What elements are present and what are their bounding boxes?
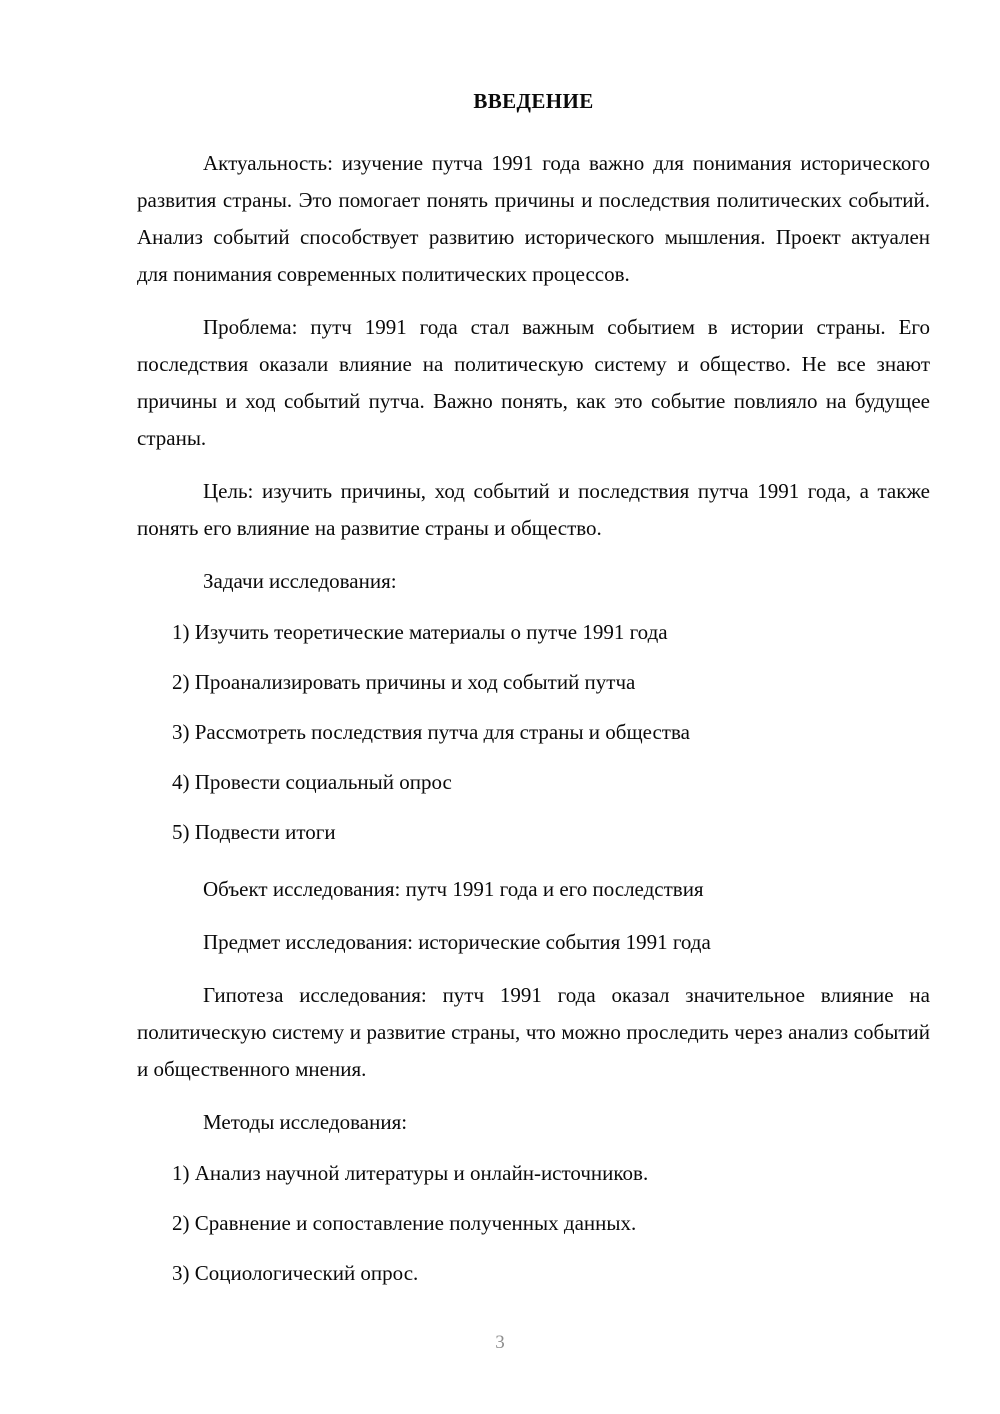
- page-number: 3: [495, 1332, 505, 1353]
- list-item: 3) Социологический опрос.: [172, 1261, 419, 1286]
- paragraph-relevance: Актуальность: изучение путча 1991 года важно для понимания исторического развития страны. Это помогает понять причины и последствия политических событий. Анализ событий способствует развитию исторического мышления. Проект актуален для понимания современных политических процессов.: [137, 151, 930, 287]
- paragraph-problem: Проблема: путч 1991 года стал важным событием в истории страны. Его последствия оказали влияние на политическую систему и общество. Не все знают причины и ход событий путча. Важно понять, как это событие повлияло на будущее страны.: [137, 315, 930, 451]
- heading-tasks: Задачи исследования:: [203, 569, 397, 594]
- list-item: 1) Анализ научной литературы и онлайн-источников.: [172, 1161, 649, 1186]
- paragraph-object: Объект исследования: путч 1991 года и его последствия: [203, 877, 704, 902]
- paragraph-hypothesis: Гипотеза исследования: путч 1991 года оказал значительное влияние на политическую систему и развитие страны, что можно проследить через анализ событий и общественного мнения.: [137, 983, 930, 1082]
- list-item: 2) Сравнение и сопоставление полученных данных.: [172, 1211, 637, 1236]
- list-item: 4) Провести социальный опрос: [172, 770, 452, 795]
- list-item: 1) Изучить теоретические материалы о путче 1991 года: [172, 620, 668, 645]
- list-item: 2) Проанализировать причины и ход событий путча: [172, 670, 636, 695]
- paragraph-goal: Цель: изучить причины, ход событий и последствия путча 1991 года, а также понять его влияние на развитие страны и общество.: [137, 479, 930, 541]
- list-item: 5) Подвести итоги: [172, 820, 336, 845]
- document-body: [137, 88, 930, 1306]
- paragraph-subject: Предмет исследования: исторические события 1991 года: [203, 930, 711, 955]
- page-title: ВВЕДЕНИЕ: [473, 89, 594, 113]
- heading-methods: Методы исследования:: [203, 1110, 408, 1135]
- list-tasks: [137, 614, 930, 851]
- list-item: 3) Рассмотреть последствия путча для страны и общества: [172, 720, 690, 745]
- list-methods: [137, 1155, 930, 1292]
